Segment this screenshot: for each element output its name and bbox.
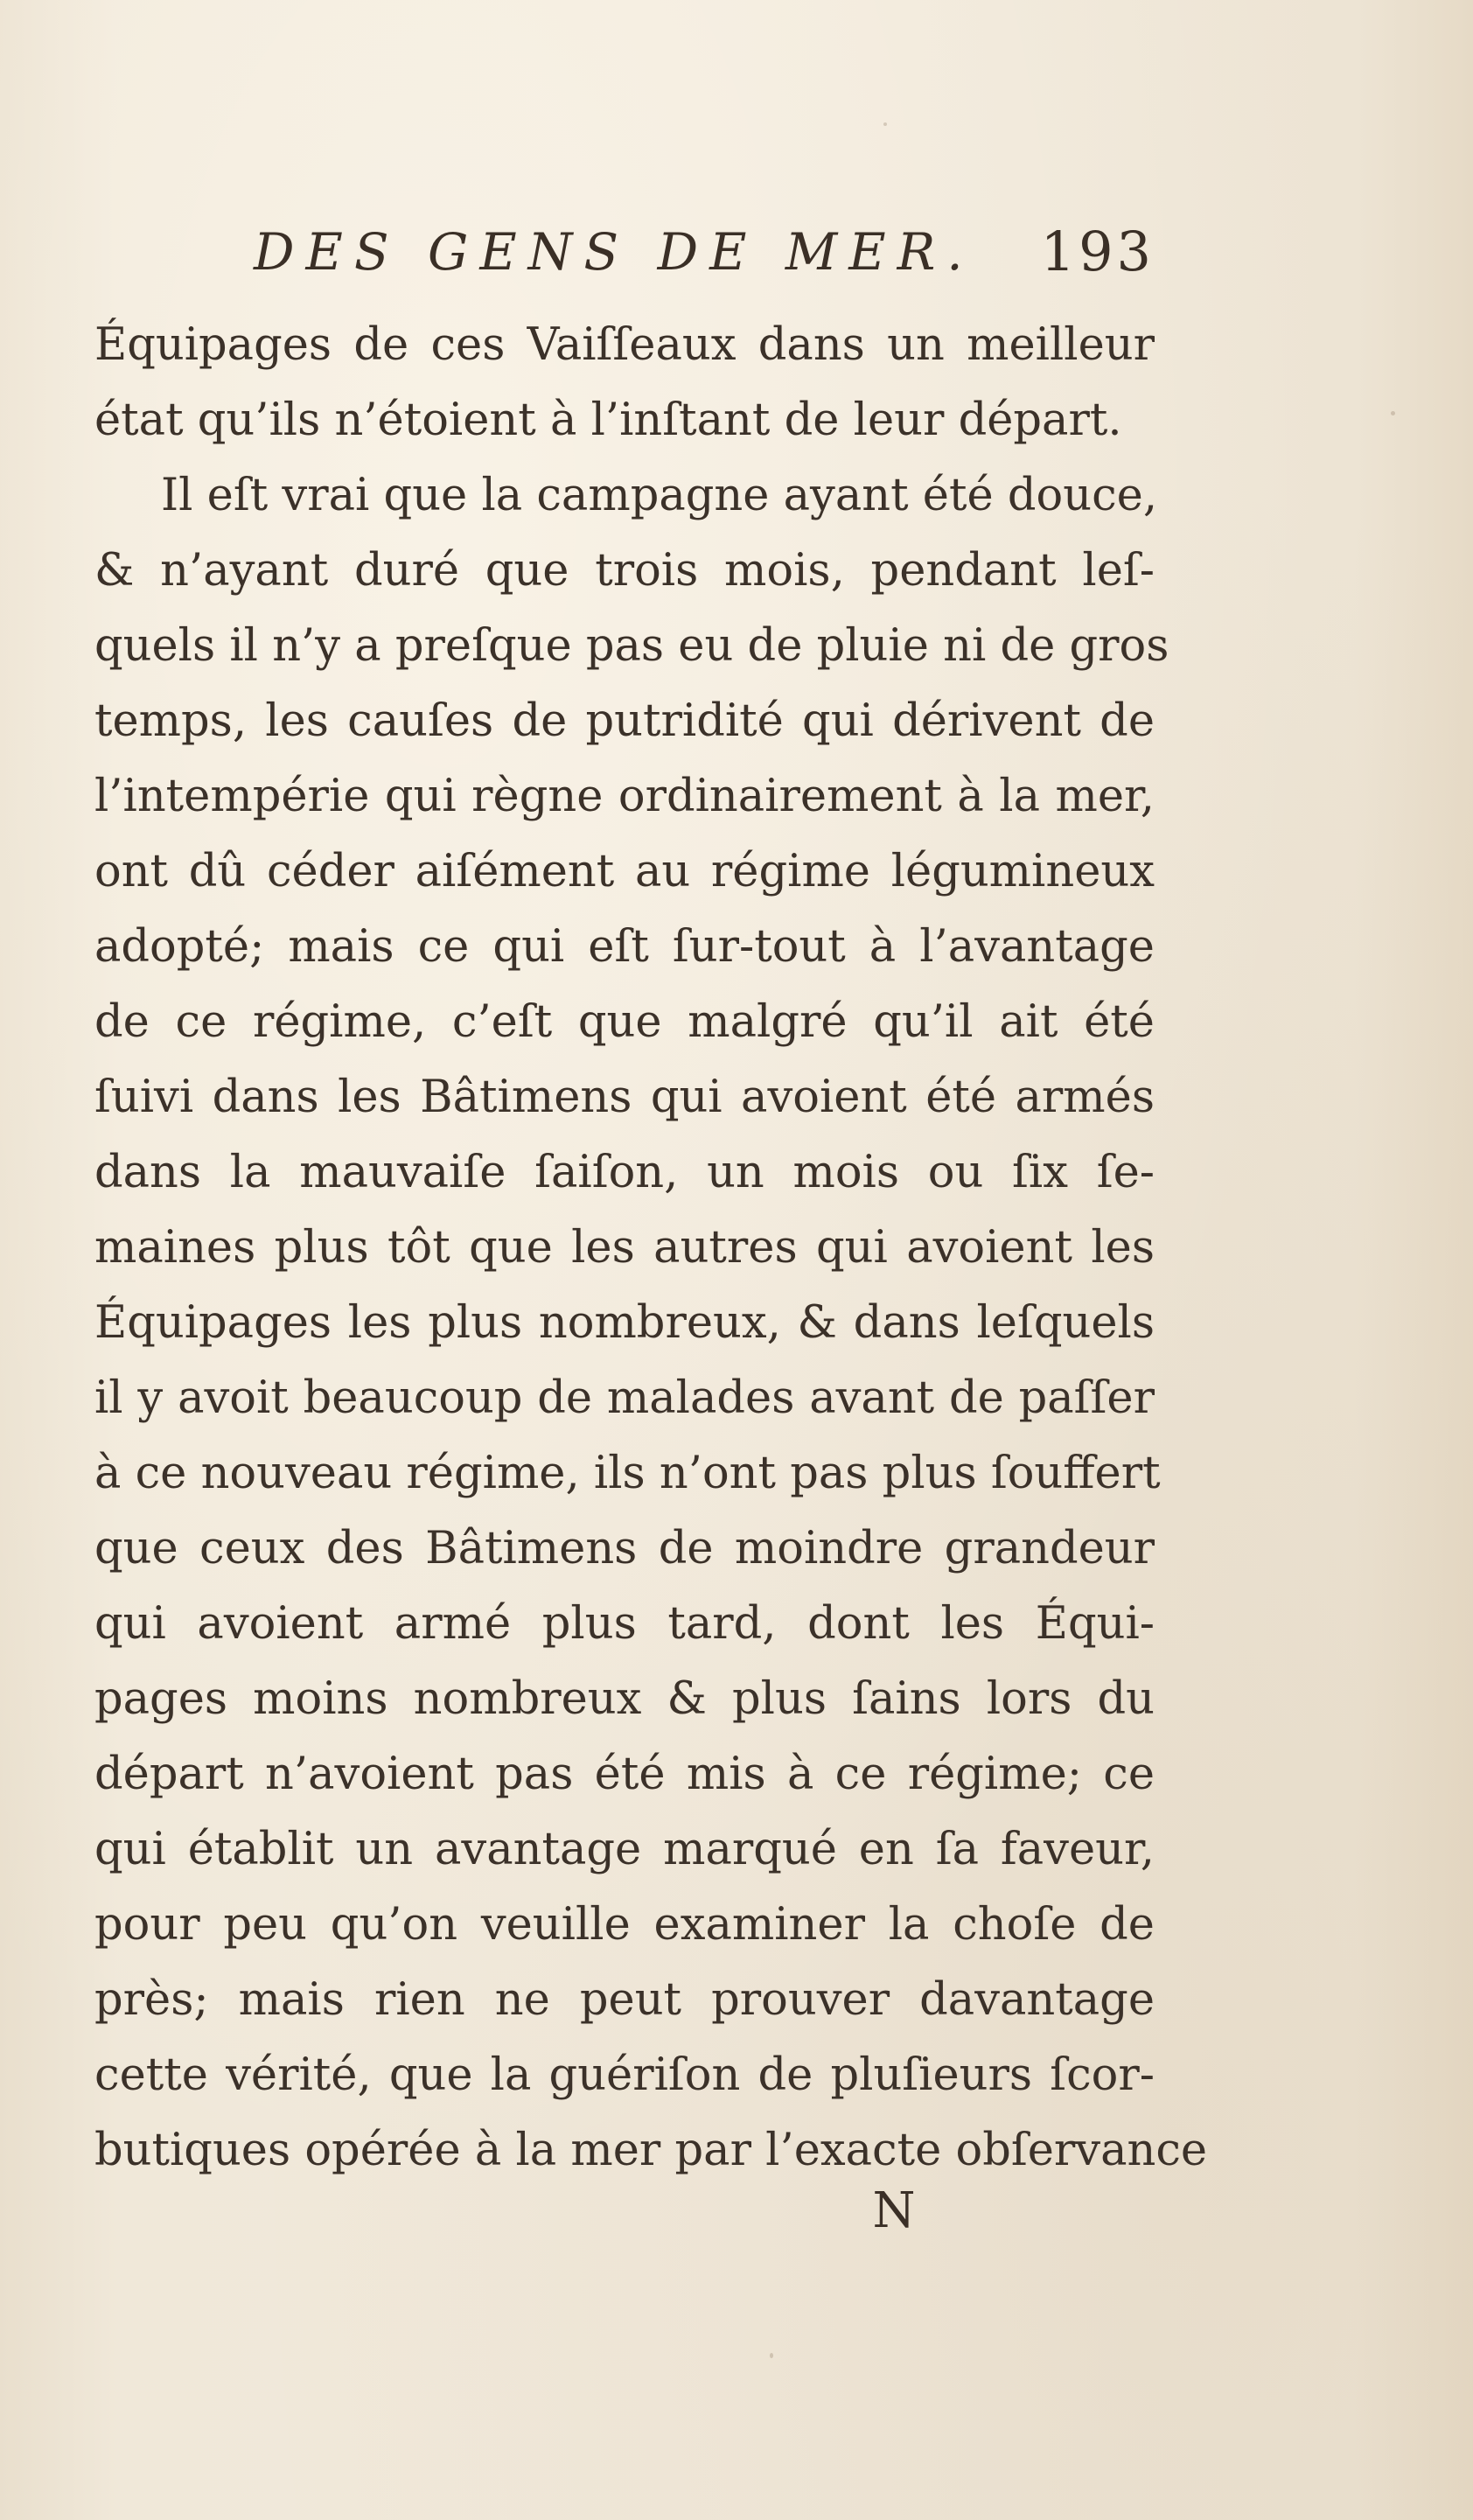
- paper-speck: [1391, 411, 1395, 415]
- text-line: près; mais rien ne peut prouver davantage: [94, 1974, 1155, 2026]
- text-line: temps, les cauſes de putridité qui dérivent de: [94, 695, 1155, 747]
- text-line: qui établit un avantage marqué en ſa faveur,: [94, 1824, 1155, 1875]
- running-head: [254, 217, 1155, 287]
- text-line: Il eſt vrai que la campagne ayant été douce,: [161, 470, 1158, 521]
- body-text: [94, 308, 1208, 2188]
- text-line: cette vérité, que la guériſon de pluſieurs ſcor-: [94, 2049, 1155, 2101]
- text-line: qui avoient armé plus tard, dont les Équi-: [94, 1598, 1155, 1650]
- text-line: butiques opérée à la mer par l’exacte obſervance: [94, 2125, 1208, 2176]
- text-line: il y avoit beaucoup de malades avant de paſſer: [94, 1372, 1155, 1424]
- text-line: dans la mauvaiſe ſaiſon, un mois ou ſix ſe-: [94, 1147, 1155, 1198]
- text-line: Équipages les plus nombreux, & dans leſquels: [94, 1297, 1155, 1349]
- paper-speck: [770, 2353, 773, 2358]
- text-line: Équipages de ces Vaiſſeaux dans un meilleur: [94, 319, 1155, 371]
- text-line: départ n’avoient pas été mis à ce régime; ce: [94, 1749, 1155, 1800]
- text-line: de ce régime, c’eſt que malgré qu’il ait été: [94, 996, 1155, 1048]
- text-line: pages moins nombreux & plus ſains lors du: [94, 1673, 1155, 1725]
- text-line: l’intempérie qui règne ordinairement à la mer,: [94, 771, 1155, 822]
- text-line: ont dû céder aiſément au régime légumineux: [94, 846, 1155, 897]
- text-line: maines plus tôt que les autres qui avoient les: [94, 1222, 1155, 1274]
- text-line: & n’ayant duré que trois mois, pendant leſ-: [94, 545, 1155, 597]
- text-line: que ceux des Bâtimens de moindre grandeur: [94, 1523, 1155, 1574]
- signature-mark: N: [872, 2182, 916, 2239]
- page-number: 193: [1040, 220, 1155, 283]
- text-line: quels il n’y a preſque pas eu de pluie ni de gros: [94, 620, 1169, 672]
- paper-speck: [883, 122, 887, 126]
- text-line: ſuivi dans les Bâtimens qui avoient été armés: [94, 1072, 1155, 1123]
- text-line: pour peu qu’on veuille examiner la choſe de: [94, 1899, 1155, 1951]
- running-head-title: DES GENS DE MER.: [254, 222, 974, 282]
- text-line: état qu’ils n’étoient à l’inſtant de leur départ.: [94, 394, 1122, 446]
- text-line: à ce nouveau régime, ils n’ont pas plus ſouffert: [94, 1448, 1161, 1499]
- text-line: adopté; mais ce qui eſt ſur-tout à l’avantage: [94, 921, 1155, 973]
